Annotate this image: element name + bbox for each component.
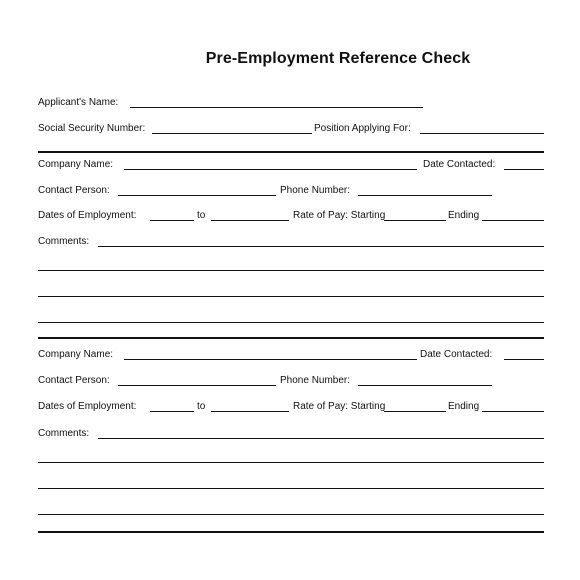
ref1-dates-row	[38, 207, 544, 223]
phone-number-label: Phone Number:	[280, 375, 351, 386]
ref2-dates-row	[38, 398, 544, 414]
contact-person-label: Contact Person:	[38, 185, 110, 196]
ref2-company-row	[38, 346, 544, 362]
comments-label: Comments:	[38, 236, 90, 247]
contact-person-field[interactable]	[118, 385, 276, 386]
phone-number-field[interactable]	[358, 385, 492, 386]
comments-field[interactable]	[98, 246, 544, 247]
position-label: Position Applying For:	[314, 123, 411, 134]
date-contacted-field[interactable]	[504, 359, 544, 360]
rate-of-pay-label: Rate of Pay: Starting	[293, 210, 386, 221]
ssn-label: Social Security Number:	[38, 123, 146, 134]
applicant-name-field[interactable]	[130, 107, 423, 108]
ending-label: Ending	[448, 401, 480, 412]
rate-of-pay-label: Rate of Pay: Starting	[293, 401, 386, 412]
phone-number-label: Phone Number:	[280, 185, 351, 196]
section-divider	[38, 337, 544, 339]
company-name-field[interactable]	[124, 169, 417, 170]
ref1-contact-row	[38, 182, 544, 198]
position-field[interactable]	[420, 133, 544, 134]
comments-line[interactable]	[38, 462, 544, 463]
ref1-comments-row	[38, 233, 544, 249]
dates-of-employment-label: Dates of Employment:	[38, 210, 137, 221]
section-divider	[38, 531, 544, 533]
dates-of-employment-label: Dates of Employment:	[38, 401, 137, 412]
ending-label: Ending	[448, 210, 480, 221]
comments-line[interactable]	[38, 514, 544, 515]
comments-line[interactable]	[38, 296, 544, 297]
employment-end-field[interactable]	[211, 220, 289, 221]
to-label: to	[197, 401, 206, 412]
ref2-contact-row	[38, 372, 544, 388]
starting-pay-field[interactable]	[384, 220, 446, 221]
comments-line[interactable]	[38, 488, 544, 489]
ending-pay-field[interactable]	[482, 220, 544, 221]
ssn-position-row	[38, 120, 544, 136]
starting-pay-field[interactable]	[384, 411, 446, 412]
contact-person-label: Contact Person:	[38, 375, 110, 386]
applicant-name-label: Applicant's Name:	[38, 97, 119, 108]
ssn-field[interactable]	[152, 133, 312, 134]
comments-line[interactable]	[38, 322, 544, 323]
date-contacted-field[interactable]	[504, 169, 544, 170]
form-title: Pre-Employment Reference Check	[205, 50, 471, 67]
company-name-field[interactable]	[124, 359, 417, 360]
company-name-label: Company Name:	[38, 159, 114, 170]
phone-number-field[interactable]	[358, 195, 492, 196]
employment-end-field[interactable]	[211, 411, 289, 412]
date-contacted-label: Date Contacted:	[420, 349, 493, 360]
ending-pay-field[interactable]	[482, 411, 544, 412]
comments-field[interactable]	[98, 438, 544, 439]
date-contacted-label: Date Contacted:	[423, 159, 496, 170]
employment-start-field[interactable]	[150, 411, 194, 412]
ref1-company-row	[38, 156, 544, 172]
employment-start-field[interactable]	[150, 220, 194, 221]
comments-label: Comments:	[38, 428, 90, 439]
contact-person-field[interactable]	[118, 195, 276, 196]
applicant-name-row	[38, 94, 544, 110]
to-label: to	[197, 210, 206, 221]
section-divider	[38, 151, 544, 153]
comments-line[interactable]	[38, 270, 544, 271]
ref2-comments-row	[38, 425, 544, 441]
company-name-label: Company Name:	[38, 349, 114, 360]
